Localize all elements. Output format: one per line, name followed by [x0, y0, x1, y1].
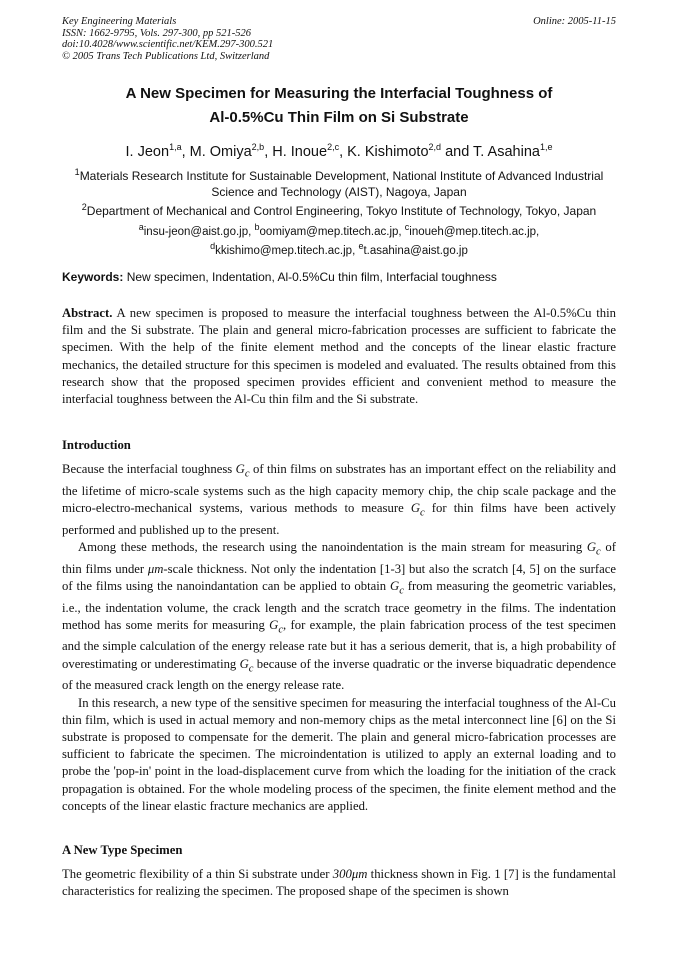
title-line-1: A New Specimen for Measuring the Interfacial Toughness of [125, 85, 553, 102]
thickness-value: 300μm [332, 867, 368, 881]
intro-paragraph-3: In this research, a new type of the sensitive specimen for measuring the interfacial toughness of the Al-Cu thin film, which is used in actual memory and non-memory chips as the metal interconnect line [6] on the Si substrate is proposed to compensate for the demerit. The plain and general micro-fabrication processes are sufficient to fabricate the specimen. The microindentation is utilized to apply an external loading and to probe the 'pop-in' point in the load-displacement curve from which the loading for the initiation of the crack propagation is obtained. For the whole modeling process of the specimen, the finite element method and the concepts of the linear elastic fracture mechanics are applied. [62, 695, 616, 813]
affiliation-number: 2 [81, 202, 87, 212]
paper-title [62, 82, 616, 130]
affiliation-2 [62, 200, 616, 220]
email-marker: d [210, 241, 216, 252]
online-date: Online: 2005-11-15 [533, 16, 616, 27]
title-line-2: Al-0.5%Cu Thin Film on Si Substrate [209, 109, 469, 126]
journal-doi: doi:10.4028/www.scientific.net/KEM.297-300.521 [62, 39, 274, 50]
email-link[interactable]: insu-jeon@aist.go.jp, [143, 225, 255, 238]
email-marker: a [138, 222, 144, 232]
author-list [62, 137, 616, 162]
gc-symbol: $G_c$ [410, 500, 425, 519]
gc-symbol: $G_c$ [239, 656, 254, 675]
gc-symbol: $G_c$ [586, 539, 601, 558]
intro-paragraph-2: Among these methods, the research using the nanoindentation is the main stream for measuring $G_c$ of thin films under μm-scale thickness. Not only the indentation [1-3] but also the scratch [4, 5] on the surface of the films using the nanoindantation can be applied to obtain $G_c$ from measuring the geometric variables, i.e., the indentation volume, the crack length and the scratch trace geometry in the films. The indentation method has some merits for measuring $G_c$, for example, the plain fabrication process of the test specimen and the simple calculation of the energy release rate but it has a serious demerit, that is, a high probability of overestimating or underestimating $G_c$ because of the inverse quadratic or the inverse biquadratic dependence of the measured crack length on the energy release rate. [62, 539, 616, 693]
email-line-2 [62, 239, 616, 258]
affiliation-number: 1 [74, 167, 80, 177]
affiliation-text: Department of Mechanical and Control Engineering, Tokyo Institute of Technology, Tokyo, Japan [86, 204, 597, 218]
gc-symbol: $G_c$ [269, 617, 284, 636]
specimen-body [62, 866, 616, 900]
affiliation-text: Materials Research Institute for Sustainable Development, National Institute of Advanced Industrial Science and Technology (AIST), Nagoya, Japan [79, 169, 604, 199]
email-link[interactable]: kkishimo@mep.titech.ac.jp, [215, 245, 359, 258]
journal-header [62, 16, 616, 62]
keywords-text: New specimen, Indentation, Al-0.5%Cu thin film, Interfacial toughness [123, 270, 497, 284]
email-link[interactable]: oomiyam@mep.titech.ac.jp, [259, 225, 405, 238]
author-superscript: 1,a [169, 142, 182, 152]
section-heading-introduction: Introduction [62, 438, 131, 452]
author-name: , M. Omiya [181, 143, 252, 160]
micrometer-symbol: μm [147, 561, 164, 576]
section-heading-new-type-specimen: A New Type Specimen [62, 843, 183, 857]
email-marker: c [404, 222, 410, 232]
specimen-paragraph-1: The geometric flexibility of a thin Si substrate under 300μm thickness shown in Fig. 1 [7] is the fundamental characteristics for realizing the specimen. The proposed shape of the specimen is shown [62, 867, 616, 899]
journal-name: Key Engineering Materials [62, 16, 177, 27]
email-marker: b [254, 222, 260, 232]
journal-issn: ISSN: 1662-9795, Vols. 297-300, pp 521-526 [62, 27, 251, 39]
email-link[interactable]: inoueh@mep.titech.ac.jp, [409, 225, 540, 238]
author-name: , K. Kishimoto [339, 143, 429, 160]
abstract [62, 305, 616, 408]
author-superscript: 2,b [251, 142, 265, 152]
email-link[interactable]: t.asahina@aist.go.jp [363, 245, 468, 258]
author-name: I. Jeon [125, 143, 170, 160]
author-superscript: 2,d [428, 142, 442, 152]
email-line-1 [62, 220, 616, 239]
author-name: and T. Asahina [441, 143, 540, 160]
gc-symbol: $G_c$ [235, 462, 250, 480]
introduction-body [62, 461, 616, 815]
author-superscript: 2,c [327, 142, 340, 152]
author-superscript: 1,e [539, 142, 553, 152]
abstract-label: Abstract. [62, 306, 113, 320]
gc-symbol: $G_c$ [390, 578, 404, 597]
keywords-label: Keywords: [62, 270, 124, 284]
journal-copyright: © 2005 Trans Tech Publications Ltd, Switzerland [62, 50, 270, 62]
email-marker: e [358, 241, 364, 252]
author-emails [62, 220, 616, 259]
keywords [62, 270, 616, 285]
author-name: , H. Inoue [264, 143, 328, 160]
abstract-text: A new specimen is proposed to measure the interfacial toughness between the Al-0.5%Cu thin film and the Si substrate. The plain and general micro-fabrication processes are sufficient to fabricate the specimen. With the help of the finite element method and the concepts of the linear elastic fracture mechanics, the detailed structure for this specimen is modeled and evaluated. The results obtained from this research show that the proposed specimen provides efficient and convenient method to measure the interfacial toughness between the Al-Cu thin film and the Si substrate. [62, 306, 616, 407]
affiliation-1 [62, 165, 616, 200]
intro-paragraph-1: Because the interfacial toughness $G_c$ of thin films on substrates has an important effect on the reliability and the lifetime of micro-scale systems such as the high capacity memory chip, the chip scale package and the micro-electro-mechanical systems, various methods to measure $G_c$ for thin films have been actively performed and published up to the present. [62, 462, 617, 537]
